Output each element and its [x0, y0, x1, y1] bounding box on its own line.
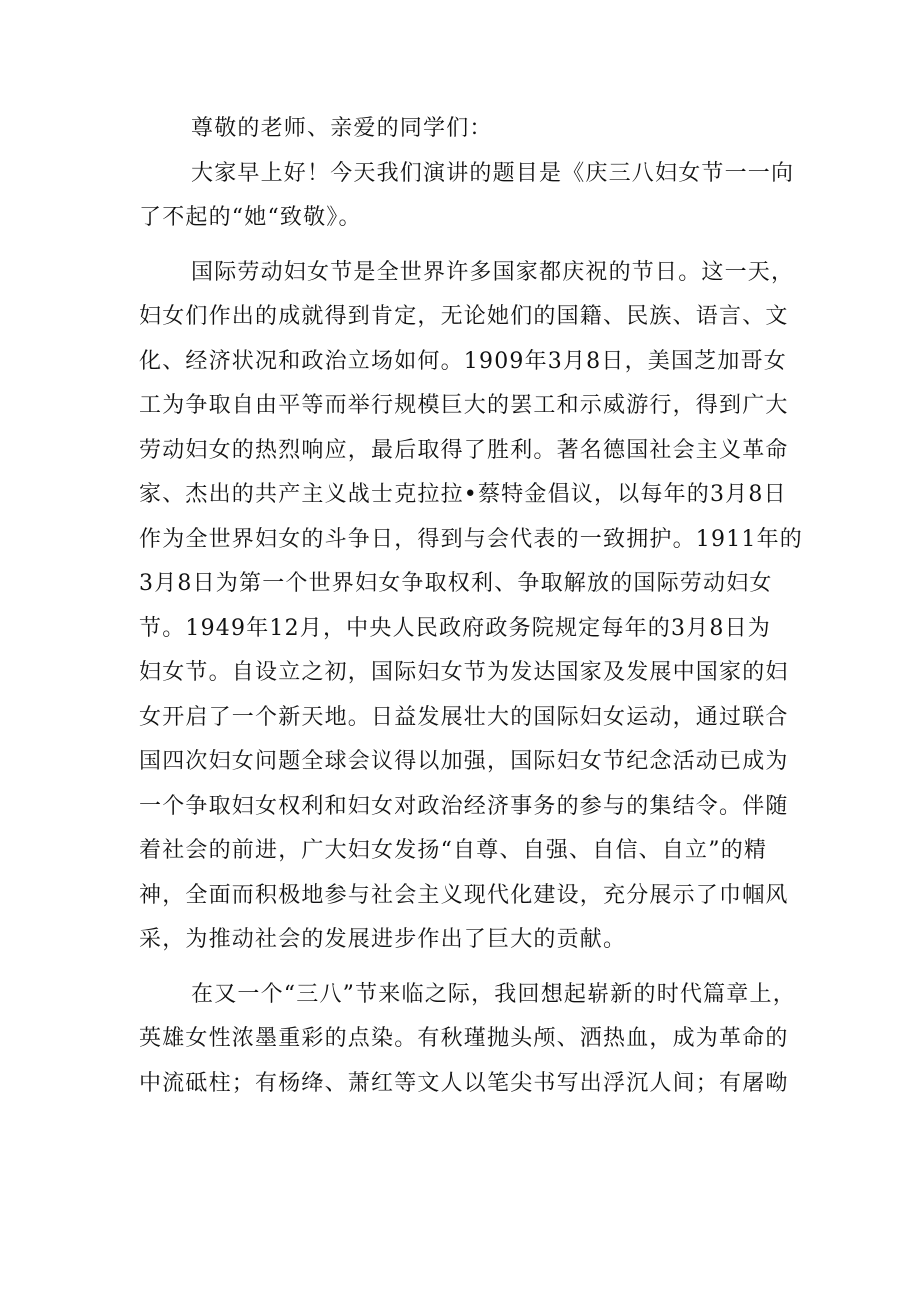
paragraph-line: 家、杰出的共产主义战士克拉拉•蔡特金倡议，以每年的3月8日	[139, 482, 787, 507]
paragraph-line: 国四次妇女问题全球会议得以加强，国际妇女节纪念活动已成为	[139, 749, 789, 774]
salutation: 尊敬的老师、亲爱的同学们：	[191, 116, 493, 141]
paragraph-line: 作为全世界妇女的斗争日，得到与会代表的一致拥护。1911年的	[139, 526, 803, 552]
paragraph-line: 神，全面而积极地参与社会主义现代化建设，充分展示了巾帼风	[139, 882, 789, 908]
paragraph-line: 采，为推动社会的发展进步作出了巨大的贡献。	[139, 927, 627, 952]
paragraph-line: 在又一个“三八”节来临之际，我回想起崭新的时代篇章上，	[191, 981, 796, 1007]
paragraph-line: 劳动妇女的热烈响应，最后取得了胜利。著名德国社会主义革命	[139, 437, 789, 463]
paragraph-heroines	[139, 973, 796, 1107]
paragraph-spacing	[139, 241, 784, 251]
paragraph-line: 中流砥柱；有杨绛、萧红等文人以笔尖书写出浮沉人间；有屠呦	[139, 1070, 789, 1096]
paragraph-line: 工为争取自由平等而举行规模巨大的罢工和示威游行，得到广大	[139, 393, 789, 418]
paragraph-line: 大家早上好！今天我们演讲的题目是《庆三八妇女节一一向	[191, 160, 795, 186]
paragraph-line: 妇女们作出的成就得到肯定，无论她们的国籍、民族、语言、文	[139, 304, 789, 329]
paragraph-line: 3月8日为第一个世界妇女争取权利、争取解放的国际劳动妇女	[139, 571, 773, 596]
paragraph-spacing	[139, 963, 784, 973]
paragraph-line: 节。1949年12月，中央人民政府政务院规定每年的3月8日为	[139, 615, 771, 641]
paragraph-line: 女开启了一个新天地。日益发展壮大的国际妇女运动，通过联合	[139, 704, 789, 730]
paragraph-opening	[139, 152, 795, 241]
speech-text	[139, 107, 803, 1106]
paragraph-line: 化、经济状况和政治立场如何。1909年3月8日，美国芝加哥女	[139, 348, 787, 374]
paragraph-line: 妇女节。自设立之初，国际妇女节为发达国家及发展中国家的妇	[139, 660, 789, 685]
paragraph-line: 了不起的“她“致敬》。	[139, 205, 362, 230]
paragraph-line: 一个争取妇女权利和妇女对政治经济事务的参与的集结令。伴随	[139, 793, 789, 819]
paragraph-line: 国际劳动妇女节是全世界许多国家都庆祝的节日。这一天，	[191, 259, 795, 285]
paragraph-line: 着社会的前进，广大妇女发扬“自尊、自强、自信、自立”的精	[139, 838, 768, 863]
paragraph-line: 英雄女性浓墨重彩的点染。有秋瑾抛头颅、洒热血，成为革命的	[139, 1026, 789, 1051]
paragraph-history	[139, 251, 803, 963]
